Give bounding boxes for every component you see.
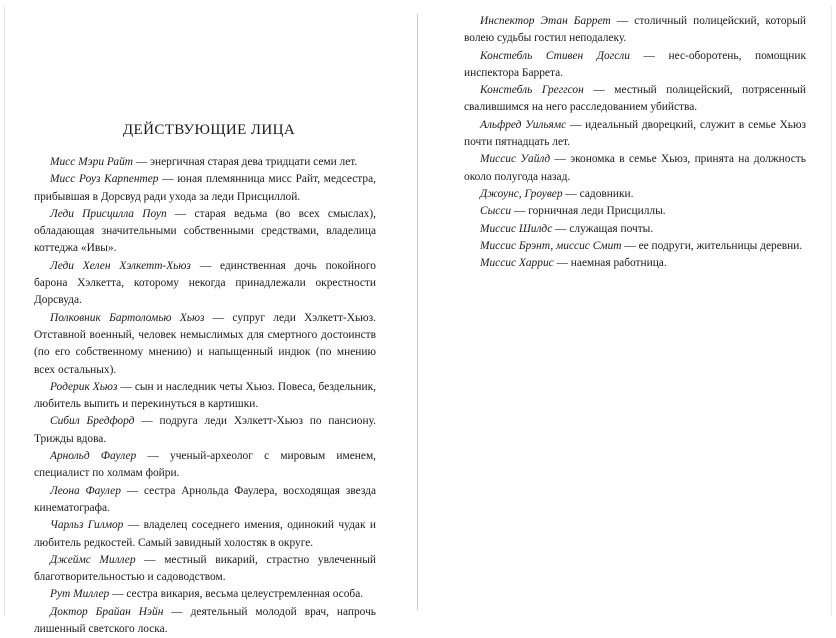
character-description: — садовники. xyxy=(562,187,634,200)
character-entry xyxy=(34,586,376,603)
character-entry xyxy=(464,186,806,203)
character-name: Сибил Бредфорд xyxy=(50,415,135,428)
character-entry xyxy=(34,154,376,171)
character-name: Миссис Харрис xyxy=(480,257,554,270)
character-entry xyxy=(464,221,806,238)
character-name: Констебль Стивен Догсли xyxy=(480,49,630,62)
character-entry xyxy=(464,13,806,48)
character-name: Констебль Греггсон xyxy=(480,84,584,97)
character-entry xyxy=(34,483,376,518)
character-entry xyxy=(464,151,806,186)
character-description: — энергичная старая дева тридцати семи лет. xyxy=(133,156,358,168)
character-name: Полковник Бартоломью Хьюз xyxy=(50,311,205,324)
character-description: — местный полицейский, потрясенный свалившимся на него расследованием убийства. xyxy=(464,84,806,114)
character-name: Леди Присцилла Поуп xyxy=(50,207,167,220)
character-entry xyxy=(464,117,806,152)
character-name: Миссис Уайлд xyxy=(480,153,551,166)
character-description: — сестра Арнольда Фаулера, восходящая звезда кинематографа. xyxy=(34,484,376,514)
character-name: Чарльз Гилмор xyxy=(50,519,124,532)
page-title: ДЕЙСТВУЮЩИЕ ЛИЦА xyxy=(122,122,296,138)
character-list-right xyxy=(464,13,806,272)
character-entry xyxy=(464,238,806,255)
character-name: Миссис Брэнт, миссис Смит xyxy=(480,239,622,252)
character-entry xyxy=(34,171,376,206)
character-description: — старая ведьма (во всех смыслах), обладающая значительными собственными средствами, владелица коттеджа «Ивы». xyxy=(34,207,376,255)
character-entry xyxy=(464,255,806,272)
character-name: Сысси xyxy=(480,205,512,218)
character-entry xyxy=(464,82,806,117)
character-entry xyxy=(34,552,376,587)
character-name: Арнольд Фаулер xyxy=(50,450,137,463)
character-description: — юная племянница мисс Райт, медсестра, прибывшая в Дорсвуд ради ухода за леди Присциллой. xyxy=(34,173,376,203)
character-name: Рут Миллер xyxy=(50,588,110,601)
character-description: — местный викарий, страстно увлеченный благотворительностью и садоводством. xyxy=(34,553,376,584)
character-entry xyxy=(34,517,376,552)
character-entry xyxy=(34,413,376,448)
character-description: — наемная работница. xyxy=(553,257,667,270)
left-page xyxy=(0,0,418,636)
character-name: Миссис Шилдс xyxy=(480,222,553,235)
character-description: — экономка в семье Хьюз, принята на должность около полугода назад. xyxy=(464,153,806,183)
character-name: Мисс Роуз Карпентер xyxy=(50,173,159,186)
character-entry xyxy=(34,448,376,483)
character-entry xyxy=(464,203,806,220)
character-description: — деятельный молодой врач, напрочь лишенный светского лоска. xyxy=(34,605,376,636)
character-description: — сестра викария, весьма целеустремленная особа. xyxy=(109,588,364,601)
character-entry xyxy=(34,310,376,379)
character-entry xyxy=(34,604,376,638)
character-name: Джоунс, Гроувер xyxy=(480,187,563,200)
right-page xyxy=(418,0,836,620)
character-entry xyxy=(464,48,806,83)
character-description: — нес-оборотень, помощник инспектора Баррета. xyxy=(464,49,806,79)
character-name: Мисс Мэри Райт xyxy=(50,156,134,168)
character-description: — идеальный дворецкий, служит в семье Хьюз почти пятнадцать лет. xyxy=(464,118,806,149)
character-entry xyxy=(34,379,376,414)
character-name: Доктор Брайан Нэйн xyxy=(50,605,164,618)
character-description: — столичный полицейский, который волею судьбы гостил неподалеку. xyxy=(464,15,807,45)
character-description: — ее подруги, жительницы деревни. xyxy=(621,239,803,252)
character-name: Инспектор Этан Баррет xyxy=(480,15,611,27)
character-description: — супруг леди Хэлкетт-Хьюз. Отставной военный, человек немыслимых для смертного достоинств (по его собственному мнению) и напыщенный индюк (по мнению всех остальных). xyxy=(34,311,376,376)
character-name: Леона Фаулер xyxy=(50,484,121,497)
character-entry xyxy=(34,206,376,258)
character-description: — подруга леди Хэлкетт-Хьюз по пансиону. Трижды вдова. xyxy=(34,415,376,445)
character-entry xyxy=(34,258,376,310)
character-description: — сын и наследник четы Хьюз. Повеса, бездельник, любитель выпить и перекинуться в картишки. xyxy=(34,380,376,411)
character-name: Родерик Хьюз xyxy=(50,380,118,393)
character-name: Альфред Уильямс xyxy=(480,118,567,131)
character-name: Леди Хелен Хэлкетт-Хьюз xyxy=(50,259,191,272)
character-description: — единственная дочь покойного барона Хэлкетта, которому некогда принадлежали окрестности Дорсвуда. xyxy=(34,259,376,307)
character-description: — владелец соседнего имения, одинокий чудак и любитель редкостей. Самый завидный холостяк в округе. xyxy=(34,519,376,549)
character-name: Джеймс Миллер xyxy=(50,553,136,566)
character-description: — горничная леди Присциллы. xyxy=(511,205,666,218)
character-list-left xyxy=(34,154,376,638)
character-description: — служащая почты. xyxy=(552,222,654,235)
character-description: — ученый-археолог с мировым именем, специалист по холмам фойри. xyxy=(34,450,376,480)
